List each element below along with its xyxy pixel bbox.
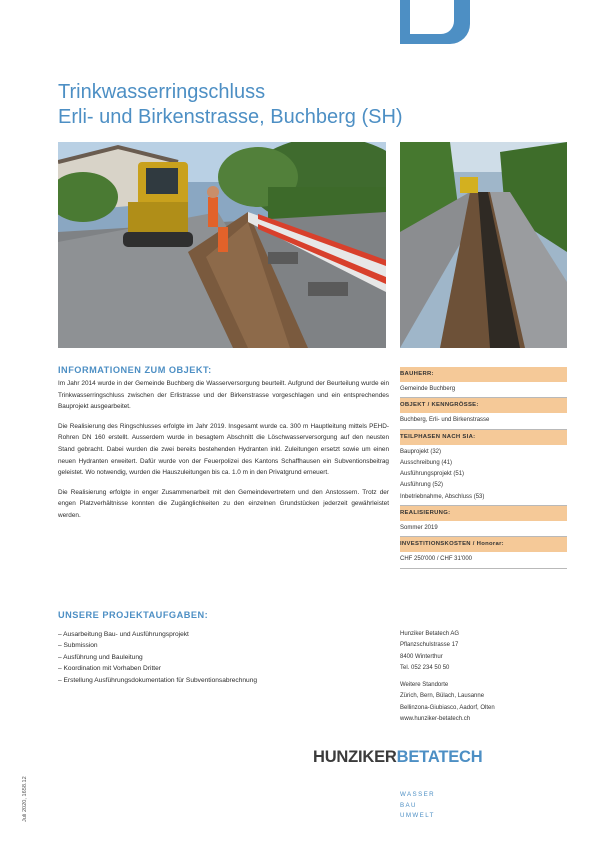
task-item: – Submission <box>58 642 98 650</box>
object-label: OBJEKT / KENNGRÖSSE: <box>400 398 567 413</box>
description-paragraph-1: Im Jahr 2014 wurde in der Gemeinde Buchberg die Wasserversorgung beurteilt. Aufgrund der Beurteilung wurde ein Trinkwasserringschluss zwischen der Erlistrasse und der Birkenstrasse vorgeschlagen und ein entsprechendes Bauprojekt ausgearbeitet. <box>58 380 389 411</box>
realization-value: Sommer 2019 <box>400 521 567 537</box>
page-title <box>58 80 528 130</box>
logo-word-betatech: BETATECH <box>396 748 483 766</box>
phase-item: Inbetriebnahme, Abschluss (53) <box>400 493 485 500</box>
division-item: BAU <box>400 801 417 809</box>
project-facts-panel <box>400 367 567 569</box>
phases-list <box>400 445 567 506</box>
task-item: – Ausführung und Bauleitung <box>58 653 143 661</box>
division-item: WASSER <box>400 791 435 798</box>
client-value: Gemeinde Buchberg <box>400 382 567 398</box>
title-line-1: Trinkwasserringschluss <box>58 81 266 103</box>
company-logo <box>313 748 513 770</box>
phases-label: TEILPHASEN NACH SIA: <box>400 430 567 445</box>
tasks-list <box>58 629 388 686</box>
locations-label: Weitere Standorte <box>400 682 449 689</box>
task-item: – Ausarbeitung Bau- und Ausführungsprojekt <box>58 631 189 638</box>
logo-word-hunziker: HUNZIKER <box>313 748 397 766</box>
locations-line-1: Zürich, Bern, Bülach, Lausanne <box>400 693 485 700</box>
construction-site-photo <box>58 142 386 348</box>
description-paragraph-3: Die Realisierung erfolgte in enger Zusammenarbeit mit den Gemeindevertretern und den Anstossern. Trotz der engen Platzverhältnisse konnten die Zugänglichkeiten zu den einzelnen Grundstücken jederzeit gewährleistet werden. <box>58 488 389 519</box>
description-paragraph-2: Die Realisierung des Ringschlusses erfolgte im Jahr 2019. Insgesamt wurde ca. 300 m Hauptleitung mittels PEHD-Rohren DN 160 erstellt. Ausserdem wurde in besagtem Abschnitt die Löschwasserversorgung auf den neusten Stand gebracht. Dabei wurden die zwei bereits bestehenden Hydranten inkl. Zuleitungen ersetzt sowie um einen neuen Hydranten erweitert. Dafür wurde von der Feuerpolizei des Kantons Schaffhausen ein Subventionsbeitrag geleistet. Wo notwendig, wurden die Hauszuleitungen bis ca. 1.0 m in den Privatgrund erneuert. <box>58 422 389 477</box>
brand-logo-mark <box>400 0 470 44</box>
company-phone: Tel. 052 234 50 50 <box>400 664 450 671</box>
info-heading: INFORMATIONEN ZUM OBJEKT: <box>58 365 212 375</box>
website-link[interactable]: www.hunziker-betatech.ch <box>400 716 471 723</box>
document-code: Juli 2020, 1658.12 <box>22 776 28 822</box>
tasks-heading: UNSERE PROJEKTAUFGABEN: <box>58 610 209 620</box>
costs-value: CHF 250'000 / CHF 31'000 <box>400 552 567 568</box>
division-item: UMWELT <box>400 812 435 820</box>
realization-label: REALISIERUNG: <box>400 506 567 521</box>
task-item: – Erstellung Ausführungsdokumentation für Subventionsabrechnung <box>58 676 258 684</box>
title-line-2: Erli- und Birkenstrasse, Buchberg (SH) <box>58 106 403 128</box>
object-value: Buchberg, Erli- und Birkenstrasse <box>400 413 567 429</box>
locations-line-2: Bellinzona-Giubiasco, Aadorf, Olten <box>400 704 495 711</box>
project-description <box>58 378 389 522</box>
costs-label: INVESTITIONSKOSTEN / Honorar: <box>400 537 567 552</box>
phase-item: Bauprojekt (32) <box>400 448 442 455</box>
task-item: – Koordination mit Vorhaben Dritter <box>58 665 161 673</box>
company-street: Pflanzschulstrasse 17 <box>400 642 459 649</box>
phase-item: Ausführungsprojekt (51) <box>400 471 465 478</box>
phase-item: Ausschreibung (41) <box>400 460 453 467</box>
phase-item: Ausführung (52) <box>400 482 444 489</box>
client-label: BAUHERR: <box>400 367 567 382</box>
division-list <box>400 790 435 822</box>
trench-photo <box>400 142 567 348</box>
contact-block <box>400 629 567 725</box>
company-name: Hunziker Betatech AG <box>400 631 460 637</box>
company-city: 8400 Winterthur <box>400 653 443 660</box>
